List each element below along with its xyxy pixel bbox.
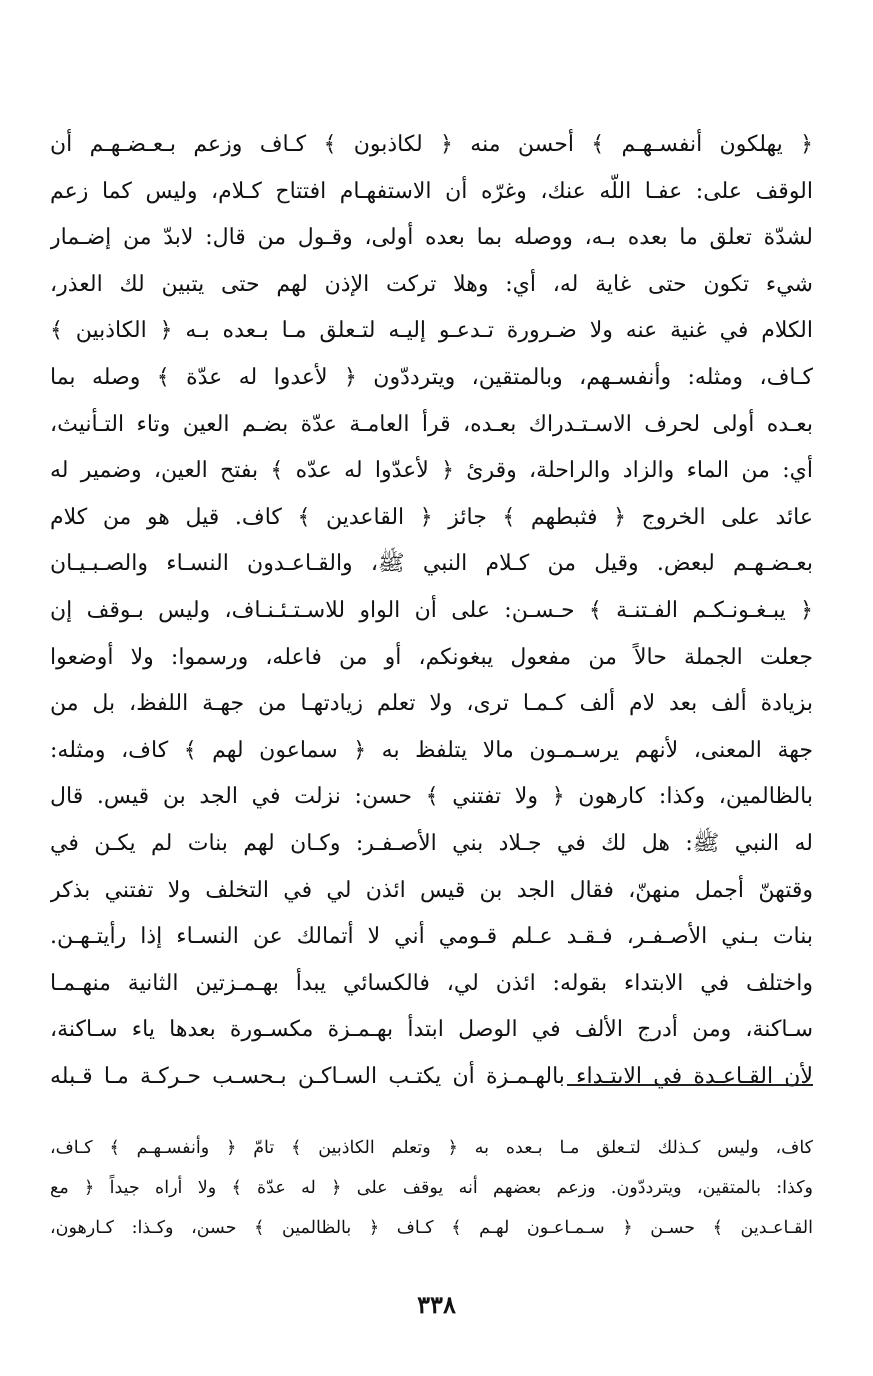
text-line: لشدّة تعلق ما بعده بـه، ووصله بما بعده أولى، وقـول من قال: لابدّ من إضـمار: [50, 225, 813, 251]
footnote-line: القـاعـدين ﴾ حسـن ﴿ سـمـاعـون لهـم ﴾ كـاف ﴿ بالظالمين ﴾ حسن، وكـذا: كـارهون،: [50, 1218, 813, 1238]
text-line: جهة المعنى، لأنهم يرسـمـون مالا يتلفظ به ﴿ سماعون لهم ﴾ كاف، ومثله:: [50, 737, 813, 763]
footnote-line: وكذا: بالمتقين، ويترددّون. وزعم بعضهم أنه يوقف على ﴿ له عدّة ﴾ ولا أراه جيداً ﴿ مع: [50, 1178, 813, 1198]
text-line: لأن القـاعـدة في الابتـداء بالهـمـزة أن يكتـب السـاكـن بـحسـب حـركـة مـا قـبله: [50, 1063, 813, 1089]
text-line: الكلام في غنية عنه ولا ضـرورة تـدعـو إليـه لتـعلق مـا بـعده بـه ﴿ الكاذبين ﴾: [50, 318, 813, 344]
footnotes-block: [50, 1128, 813, 1248]
text-line: جعلت الجملة حالاً من مفعول يبغونكم، أو من فاعله، ورسموا: ولا أوضعوا: [50, 644, 813, 670]
text-line: عائد على الخروج ﴿ فثبطهم ﴾ جائز ﴿ القاعدين ﴾ كاف. قيل هو من كلام: [50, 504, 813, 530]
text-line: ﴿ يهلكون أنفسـهـم ﴾ أحسن منه ﴿ لكاذبون ﴾ كـاف وزعم بـعـضـهـم أن: [50, 132, 813, 157]
footnote-line: كاف، وليس كـذلك لتـعلق مـا بـعده به ﴿ وتعلم الكاذبين ﴾ تامّ ﴿ وأنفسـهـم ﴾ كـاف،: [50, 1138, 813, 1158]
text-line: بزيادة ألف بعد لام ألف كـمـا ترى، ولا تعلم زيادتهـا من جهـة اللفظ، بل من: [50, 691, 813, 717]
text-line: بعـضـهـم لبعض. وقيل من كـلام النبي ﷺ، والقـاعـدون النسـاء والصـبـيـان: [50, 551, 813, 577]
text-line: بعـده أولى لحرف الاسـتـدراك بعـده، قرأ العامـة عدّة بضـم العين وتاء التـأنيث،: [50, 411, 813, 437]
page-number: ٣٣٨: [417, 1290, 456, 1319]
text-line: أي: من الماء والزاد والراحلة، وقرئ ﴿ لأعدّوا له عدّه ﴾ بفتح العين، وضمير له: [50, 458, 813, 484]
text-line: له النبي ﷺ: هل لك في جـلاد بني الأصـفـر: وكـان لهم بنات لم يكـن في: [50, 830, 813, 856]
main-text-block: [50, 122, 813, 1100]
text-line: الوقف على: عفـا اللّه عنك، وغرّه أن الاستفهـام افتتاح كـلام، وليس كما زعم: [50, 178, 813, 204]
text-line: وقتهنّ أجمل منهنّ، فقال الجد بن قيس ائذن لي في التخلف ولا تفتني بذكر: [50, 877, 813, 903]
text-line: ﴿ يبـغـونـكـم الفـتنـة ﴾ حـسـن: على أن الواو للاسـتـئـنـاف، وليس بـوقف إن: [50, 597, 813, 623]
text-line: بنات بـني الأصـفـر، فـقـد عـلم قـومي أني لا أتمالك عن النسـاء إذا رأيتـهـن.: [50, 924, 813, 950]
text-line: واختلف في الابتداء بقوله: ائذن لي، فالكسائي يبدأ بهـمـزتين الثانية منهـمـا: [50, 970, 813, 996]
text-line: شيء تكون حتى غاية له، أي: وهلا تركت الإذن لهم حتى يتبين لك العذر،: [50, 271, 813, 297]
text-line: بالظالمين، وكذا: كارهون ﴿ ولا تفتني ﴾ حسن: نزلت في الجد بن قيس. قال: [50, 784, 813, 810]
footnote-separator: [567, 1084, 813, 1086]
text-line: كـاف، ومثله: وأنفسـهم، وبالمتقين، ويترددّون ﴿ لأعدوا له عدّة ﴾ وصله بما: [50, 364, 813, 390]
text-line: سـاكنة، ومن أدرج الألف في الوصل ابتدأ بهـمـزة مكسـورة بعدها ياء سـاكنة،: [50, 1017, 813, 1043]
